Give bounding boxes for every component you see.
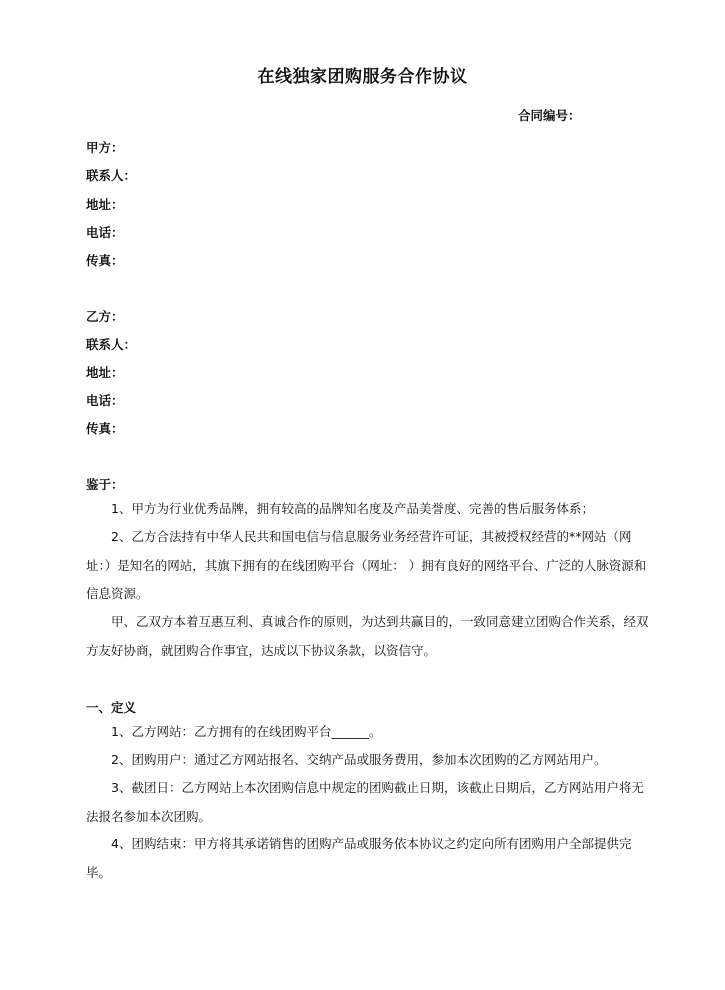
whereas-heading: 鉴于： (86, 477, 124, 492)
party-a-name-label: 甲方： (86, 140, 124, 155)
party-b-name-label: 乙方： (86, 309, 124, 324)
definition-item-3: 3、截团日：乙方网站上本次团购信息中规定的团购截止日期，该截止日期后，乙方网站用户将无法报名参加本次团购。 (86, 780, 644, 824)
section-1-heading: 一、定义 (86, 700, 137, 715)
party-a-phone-label: 电话： (86, 225, 124, 240)
party-b-fax-label: 传真： (86, 421, 124, 436)
party-a-contact-label: 联系人： (86, 168, 137, 183)
party-a-fax-label: 传真： (86, 253, 124, 268)
party-a-address-label: 地址： (86, 197, 124, 212)
contract-number-label: 合同编号： (518, 108, 581, 123)
document-title: 在线独家团购服务合作协议 (257, 67, 468, 87)
definition-item-4: 4、团购结束：甲方将其承诺销售的团购产品或服务依本协议之约定向所有团购用户全部提供完毕。 (86, 836, 632, 880)
whereas-item-1: 1、甲方为行业优秀品牌，拥有较高的品牌知名度及产品美誉度、完善的售后服务体系； (111, 501, 594, 516)
whereas-item-2: 2、乙方合法持有中华人民共和国电信与信息服务业务经营许可证，其被授权经营的**网站（网址：）是知名的网站，其旗下拥有的在线团购平台（网址： ）拥有良好的网络平台、广泛的人脉资源和信息资源。 (86, 529, 647, 601)
whereas-item-3: 甲、乙双方本着互惠互利、真诚合作的原则，为达到共赢目的，一致同意建立团购合作关系，经双方友好协商，就团购合作事宜，达成以下协议条款，以资信守。 (86, 614, 649, 658)
party-b-address-label: 地址： (86, 365, 124, 380)
definition-item-2: 2、团购用户：通过乙方网站报名、交纳产品或服务费用，参加本次团购的乙方网站用户。 (111, 752, 607, 767)
party-b-contact-label: 联系人： (86, 337, 137, 352)
definition-item-1: 1、乙方网站：乙方拥有的在线团购平台______。 (111, 724, 382, 739)
party-b-phone-label: 电话： (86, 393, 124, 408)
